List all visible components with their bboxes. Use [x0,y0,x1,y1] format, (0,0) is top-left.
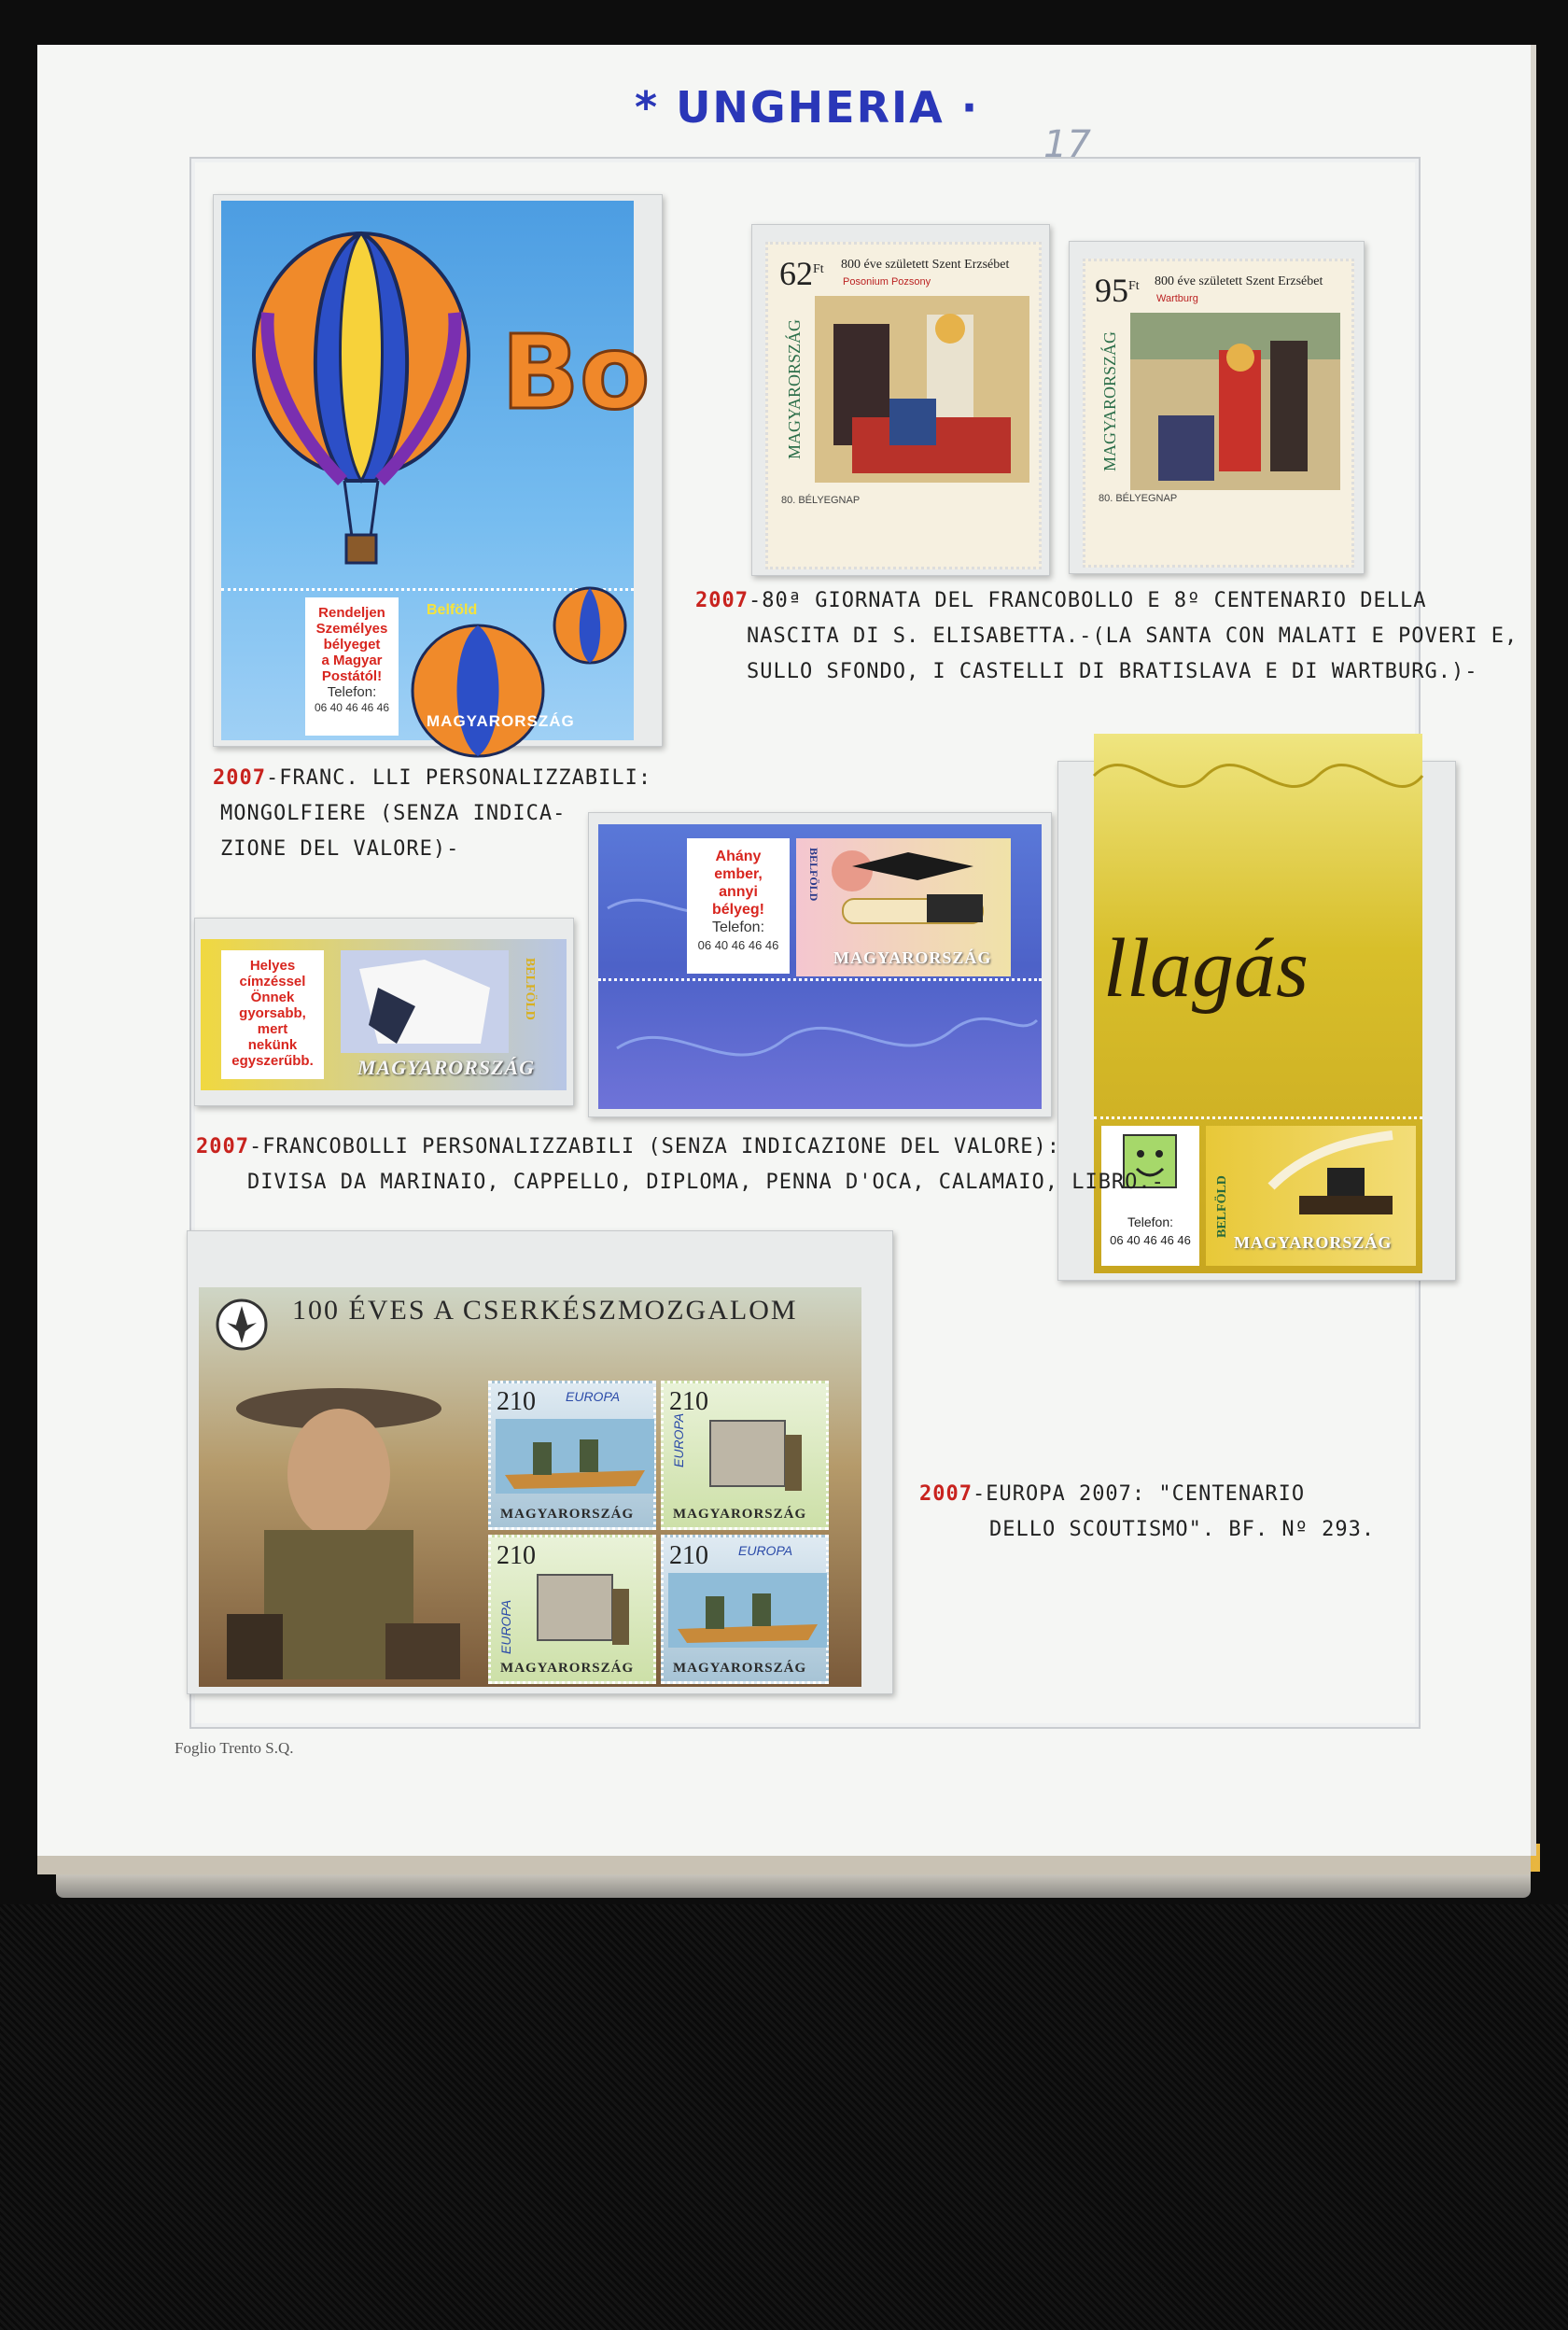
perforation-line [1094,1116,1422,1119]
country-name: MAGYARORSZÁG [833,948,992,967]
note-erzsebet [695,583,1518,690]
stamp-value: 210 [669,1387,708,1416]
stamp-subcaption: Posonium Pozsony [843,276,931,288]
country-name: MAGYARORSZÁG [500,1661,635,1676]
value-number: 95 [1095,272,1128,309]
note-balloon [213,761,651,867]
country-name: MAGYARORSZÁG [673,1661,807,1676]
page-number: 17 [1043,123,1091,166]
note-year: 2007 [919,1482,973,1506]
stamp-value: 210 [669,1541,708,1570]
value-suffix: Ft [1128,279,1140,293]
note-line [196,1130,1165,1165]
stamp-mount-erzsebet-95 [1069,241,1365,574]
stamp-mount-ahany [588,812,1052,1117]
tab-line: Személyes [315,621,388,637]
tab-message [221,958,324,1069]
perforation-line [598,978,1042,981]
tab-line: annyi [719,884,758,900]
value-number: 62 [779,255,813,292]
note-personal [196,1130,1165,1200]
canoe-scene-illustration [668,1573,827,1648]
note-line: SULLO SFONDO, I CASTELLI DI BRATISLAVA E DI WARTBURG.)- [747,660,1478,683]
tab-phone-number: 06 40 46 46 46 [1110,1233,1191,1247]
note-line: NASCITA DI S. ELISABETTA.-(LA SANTA CON MALATI E POVERI E, [747,625,1519,648]
note-text: -FRANCOBOLLI PERSONALIZZABILI (SENZA INDICAZIONE DEL VALORE): [248,1135,1060,1158]
tab-line: mert [257,1021,288,1037]
tab-line: 06 40 46 46 46 [697,938,779,952]
note-year: 2007 [213,766,266,790]
country-name: MAGYARORSZÁG [427,712,575,730]
stamp-caption: 800 éve született Szent Erzsébet [841,258,1010,272]
note-text: -FRANC. LLI PERSONALIZZABILI: [265,766,652,790]
erzsebet-stamp-95 [1083,259,1354,568]
personal-tab [305,597,399,736]
sailor-uniform-illustration [341,950,509,1053]
scout-stamp-block [488,1381,852,1679]
tab-line: Ahány [715,849,762,864]
stamp-mount-scout [187,1230,893,1694]
country-name: MAGYARORSZÁG [673,1507,807,1522]
personal-tab [687,838,790,974]
tab-line: a Magyar [321,653,383,668]
stamp-value [779,254,824,293]
stamp-subcaption: Wartburg [1156,293,1198,304]
ballagas-stamp [1206,1126,1416,1266]
scout-law-stone-illustration [692,1416,822,1500]
page-footer: Foglio Trento S.Q. [175,1739,294,1757]
note-line [213,761,651,796]
scout-stamp-1 [488,1381,656,1530]
stamp-mount-helyes [194,918,574,1106]
tab-line: bélyeg! [711,902,764,918]
canoe-scene-illustration [496,1419,654,1494]
stamp-label: BELFÖLD [807,848,820,902]
note-line [695,583,1518,619]
stamp-label: EUROPA [498,1599,513,1654]
tab-line: Helyes [249,958,296,974]
tab-message [687,848,790,954]
tab-line: gyorsabb, [239,1005,306,1021]
stamp-label: Belföld [427,602,478,618]
note-europa [919,1477,1375,1548]
tab-line: címzéssel [239,974,306,990]
note-line: MONGOLFIERE (SENZA INDICA- [220,802,567,825]
sheet-title: 100 ÉVES A CSERKÉSZMOZGALOM [292,1295,798,1326]
stamp-label: EUROPA [566,1389,621,1404]
ahany-stamp-sheet [598,824,1042,1109]
scout-stamp-4 [661,1535,829,1684]
balloon-souvenir-sheet [221,201,651,740]
tab-line: Postától! [321,668,383,684]
note-line: DELLO SCOUTISMO". BF. Nº 293. [989,1518,1376,1541]
ahany-stamp [796,838,1011,976]
saint-painting-illustration [815,296,1029,483]
ornament-pattern [1094,738,1422,813]
stamp-value: 210 [497,1387,536,1416]
note-line [919,1477,1375,1512]
note-year: 2007 [196,1135,249,1158]
note-text: -80ª GIORNATA DEL FRANCOBOLLO E 8º CENTENARIO DELLA [748,589,1427,612]
helyes-stamp-pair [201,939,567,1090]
note-line: DIVISA DA MARINAIO, CAPPELLO, DIPLOMA, PENNA D'OCA, CALAMAIO, LIBRO.- [247,1171,1165,1194]
scout-emblem-icon [214,1297,270,1353]
note-line: ZIONE DEL VALORE)- [220,837,460,861]
table-surface [0,1904,1568,2330]
page-title: * UNGHERIA · [635,82,980,133]
diploma-illustration [824,843,1011,946]
tab-line: bélyeget [323,637,381,653]
erzsebet-stamp-62 [765,242,1042,569]
saint-painting-illustration [1130,313,1340,490]
tab-line: 06 40 46 46 46 [314,701,390,714]
big-letters: llagás [1103,922,1309,1015]
scout-stamp-3 [488,1535,656,1684]
note-year: 2007 [695,589,749,612]
tab-line: Rendeljen [318,605,385,621]
stamp-label: EUROPA [671,1412,686,1467]
tab-line: Önnek [250,990,295,1005]
stamp-mount-ballagas [1057,761,1456,1281]
big-letters: Bo [501,313,651,432]
perforation-line [221,588,634,591]
stamp-label: BELFÖLD [523,958,537,1020]
country-name: MAGYARORSZÁG [357,1056,536,1079]
stamp-tab: 80. BÉLYEGNAP [781,495,861,506]
stamp-value [1095,271,1140,310]
album-cover-edge [56,1872,1531,1898]
stamp-tab: 80. BÉLYEGNAP [1099,493,1178,504]
stamp-mount-balloon [213,194,663,747]
tab-message [305,605,399,716]
tab-line: egyszerűbb. [231,1053,314,1069]
quill-inkwell-illustration [1262,1130,1402,1224]
tab-phone-label: Telefon: [1127,1214,1174,1229]
tab-line: nekünk [247,1037,298,1053]
stamp-label: EUROPA [738,1543,793,1558]
stamp-mount-erzsebet-62 [751,224,1050,576]
stamp-value: 210 [497,1541,536,1570]
tab-line: ember, [714,866,763,882]
stamp-label: BELFÖLD [1215,1175,1229,1238]
country-name: MAGYARORSZÁG [500,1507,635,1522]
country-name-vertical: MAGYARORSZÁG [1100,330,1119,471]
personal-tab [221,950,324,1079]
stamp-caption: 800 éve született Szent Erzsébet [1155,274,1323,288]
baden-powell-portrait [199,1371,479,1679]
country-name: MAGYARORSZÁG [1234,1233,1393,1252]
country-name-vertical: MAGYARORSZÁG [785,318,804,459]
tab-line: Telefon: [711,919,765,935]
value-suffix: Ft [813,262,824,276]
scout-law-stone-illustration [519,1570,650,1654]
note-text: -EUROPA 2007: "CENTENARIO [972,1482,1306,1506]
scout-stamp-2 [661,1381,829,1530]
scout-souvenir-sheet [199,1287,861,1687]
tab-line: Telefon: [327,684,377,700]
